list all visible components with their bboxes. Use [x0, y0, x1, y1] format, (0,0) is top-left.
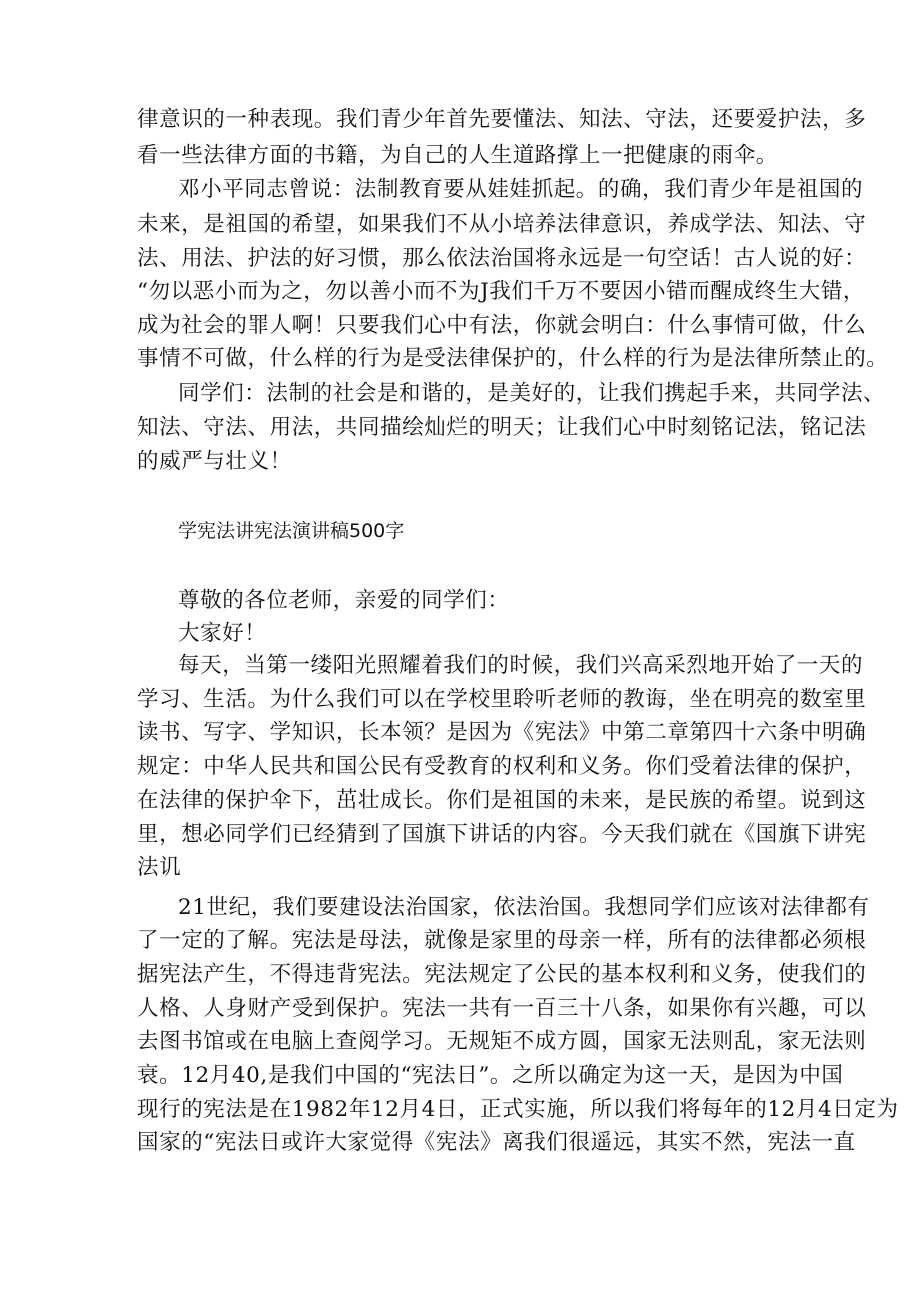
paragraph-line: 大家好！: [178, 621, 267, 646]
paragraph-line: 在法律的保护伞下，茁壮成长。你们是祖国的未来，是民族的希望。说到这: [137, 788, 867, 813]
paragraph-line: 事情不可做，什么样的行为是受法律保护的，什么样的行为是法律所禁止的。: [137, 346, 889, 371]
paragraph-line: 成为社会的罪人啊！只要我们心中有法，你就会明白：什么事情可做，什么: [137, 313, 867, 338]
paragraph-line: 国家的“宪法日或许大家觉得《宪法》离我们很遥远，其实不然，宪法一直: [137, 1130, 856, 1155]
paragraph-line: 学习、生活。为什么我们可以在学校里聆听老师的教诲，坐在明亮的数室里: [137, 687, 867, 712]
section-title: 学宪法讲宪法演讲稿500字: [178, 520, 405, 542]
paragraph-line: 看一些法律方面的书籍，为自己的人生道路撑上一把健康的雨伞。: [137, 143, 778, 168]
paragraph-line: 现行的宪法是在1982年12月4日，正式实施，所以我们将每年的12月4日定为: [137, 1097, 899, 1122]
paragraph-line: 据宪法产生，不得违背宪法。宪法规定了公民的基本权利和义务，使我们的: [137, 962, 867, 987]
paragraph-line: 读书、写字、学知识，长本领？是因为《宪法》中第二章第四十六条中明确: [137, 720, 867, 745]
paragraph-line: 去图书馆或在电脑上查阅学习。无规矩不成方圆，国家无法则乱，家无法则: [137, 1029, 867, 1054]
paragraph-line: 规定：中华人民共和国公民有受教育的权利和义务。你们受着法律的保护，: [137, 754, 867, 779]
paragraph-line: 未来，是祖国的希望，如果我们不从小培养法律意识，养成学法、知法、守: [137, 212, 867, 237]
paragraph-line: 的威严与壮义！: [137, 449, 292, 474]
paragraph-line: “勿以恶小而为之，勿以善小而不为J我们千万不要因小错而醒成终生大错，: [137, 279, 866, 304]
paragraph-line: 尊敬的各位老师，亲爱的同学们：: [178, 588, 510, 613]
paragraph-line: 21世纪，我们要建设法治国家，依法治国。我想同学们应该对法律都有: [178, 895, 870, 920]
paragraph-line: 了一定的了解。宪法是母法，就像是家里的母亲一样，所有的法律都必须根: [137, 928, 867, 953]
paragraph-line: 里，想必同学们已经猜到了国旗下讲话的内容。今天我们就在《国旗下讲宪: [137, 822, 867, 847]
paragraph-line: 邓小平同志曾说：法制教育要从娃娃抓起。的确，我们青少年是祖国的: [178, 177, 864, 202]
paragraph-line: 同学们：法制的社会是和谐的，是美好的，让我们携起手来，共同学法、: [178, 381, 886, 406]
paragraph-line: 法、用法、护法的好习惯，那么依法治国将永远是一句空话！古人说的好：: [137, 246, 867, 271]
paragraph-line: 人格、人身财产受到保护。宪法一共有一百三十八条，如果你有兴趣，可以: [137, 996, 867, 1021]
paragraph-line: 法讥: [137, 855, 182, 880]
paragraph-line: 律意识的一种表现。我们青少年首先要懂法、知法、守法，还要爱护法，多: [137, 107, 867, 132]
paragraph-line: 每天，当第一缕阳光照耀着我们的时候，我们兴高采烈地开始了一天的: [178, 653, 864, 678]
paragraph-line: 衰。12月40,是我们中国的“宪法日”。之所以确定为这一天，是因为中国: [137, 1063, 844, 1088]
paragraph-line: 知法、守法、用法，共同描绘灿烂的明天；让我们心中时刻铭记法，铭记法: [137, 415, 867, 440]
